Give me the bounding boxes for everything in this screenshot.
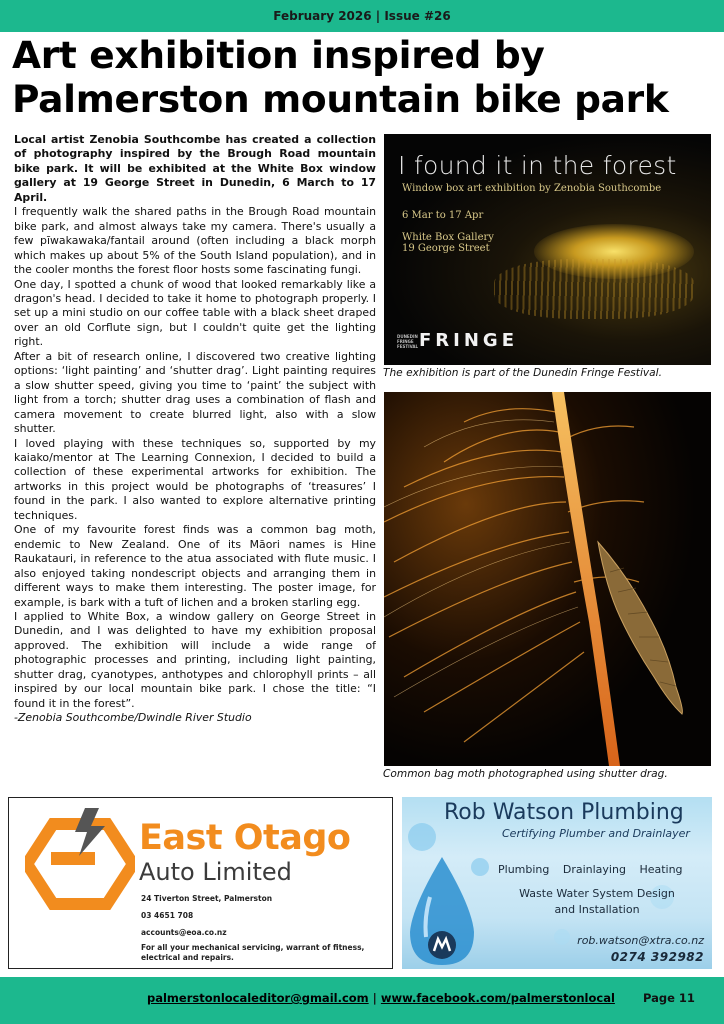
rob-watson-phone: 0274 392982 (610, 950, 704, 964)
article-signature: -Zenobia Southcombe/Dwindle River Studio (14, 711, 252, 725)
fringe-festival-small-logo (397, 334, 418, 349)
rob-watson-certification: Certifying Plumber and Drainlayer (502, 827, 690, 840)
rob-watson-email[interactable]: rob.watson@xtra.co.nz (577, 934, 704, 947)
east-otago-tagline: For all your mechanical servicing, warrant of fitness, electrical and repairs. (141, 943, 365, 962)
rob-watson-plumbing-ad[interactable] (402, 797, 712, 969)
fringe-small-line-2: FRINGE (397, 339, 414, 344)
fringe-small-line-3: FESTIVAL (397, 344, 419, 349)
top-banner (0, 0, 724, 32)
poster-venue-line-2: 19 George Street (402, 243, 490, 254)
poster-venue (402, 232, 494, 254)
article-paragraph: I applied to White Box, a window gallery on George Street in Dunedin, and I was delighted to have my exhibition proposal approved. The exhibition will include a wide range of photographic processes and printing, including light painting, shutter drag, cyanotypes, anthotypes and chlorophyll prints – all inspired by our local mountain bike park. I chose the title: “I found it in the forest”. (14, 609, 376, 710)
east-otago-logo-icon (25, 806, 135, 916)
bag-moth-photo (384, 392, 711, 766)
footer-bar (0, 977, 724, 1024)
article-body (14, 133, 376, 789)
poster-light-streak (494, 259, 694, 319)
headline-line-1: Art exhibition inspired by (12, 33, 545, 77)
poster-subtitle: Window box art exhibition by Zenobia Southcombe (402, 183, 662, 194)
bag-moth-illustration (384, 392, 711, 766)
east-otago-name: East Otago (139, 818, 351, 858)
poster-caption: The exhibition is part of the Dunedin Fringe Festival. (383, 367, 662, 379)
rob-watson-design-line: Waste Water System Design and Installation (519, 887, 675, 916)
east-otago-sub: Auto Limited (139, 858, 292, 886)
footer-facebook-link[interactable]: www.facebook.com/palmerstonlocal (380, 991, 615, 1005)
poster-title: I found it in the forest (398, 151, 677, 180)
east-otago-address: 24 Tiverton Street, Palmerston (141, 894, 273, 903)
article-paragraph: After a bit of research online, I discovered two creative lighting options: ‘light painting’ and ‘shutter drag’. Light painting requires a slow shutter speed, giving you time to ‘paint’ the subject with light from a torch; shutter drag uses a combination of flash and camera movement to create blurred light, also with a slow shutter. (14, 349, 376, 436)
footer-links (147, 991, 615, 1005)
footer-separator: | (372, 991, 377, 1005)
headline-line-2: Palmerston mountain bike park (12, 77, 669, 121)
page-number: Page 11 (643, 991, 695, 1005)
east-otago-auto-ad[interactable] (8, 797, 393, 969)
poster-dates: 6 Mar to 17 Apr (402, 210, 484, 221)
article-paragraph: One of my favourite forest finds was a common bag moth, endemic to New Zealand. One of its Māori names is Hine Raukatauri, in reference to the atua associated with flute music. I also enjoyed taking nondescript objects and arranging them in different ways to make them interesting. The poster image, for example, is bark with a tuft of lichen and a broken starling egg. (14, 523, 376, 609)
poster-venue-line-1: White Box Gallery (402, 232, 494, 243)
fringe-small-line-1: DUNEDIN (397, 334, 418, 339)
rob-watson-services: Plumbing Drainlaying Heating (498, 863, 683, 876)
moth-caption: Common bag moth photographed using shutter drag. (383, 768, 668, 780)
issue-line: February 2026 | Issue #26 (273, 9, 451, 23)
article-headline (12, 33, 717, 121)
article-lede: Local artist Zenobia Southcombe has created a collection of photography inspired by the Brough Road mountain bike park. It will be exhibited at the White Box window gallery at 19 George Street in Dunedin, 6 March to 17 April. (14, 133, 376, 204)
fringe-logo-word: FRINGE (419, 330, 518, 351)
rob-watson-name: Rob Watson Plumbing (444, 800, 684, 825)
east-otago-email: accounts@eoa.co.nz (141, 928, 227, 937)
article-paragraph: I loved playing with these techniques so, supported by my kaiako/mentor at The Learning Connexion, I decided to build a collection of these experimental artworks for exhibition. The artworks in this project would be photographs of ‘treasures’ I found in the park. I also wanted to explore alternative printing techniques. (14, 436, 376, 522)
exhibition-poster-image (384, 134, 711, 365)
east-otago-phone: 03 4651 708 (141, 911, 194, 920)
footer-email-link[interactable]: palmerstonlocaleditor@gmail.com (147, 991, 369, 1005)
article-paragraph: I frequently walk the shared paths in the Brough Road mountain bike park, and almost always take my camera. There's usually a few pīwakawaka/fantail around (often including a black morph which makes up about 5% of the South Island population), and in the cooler months the forest floor hosts some fascinating fungi. (14, 205, 376, 277)
article-paragraph: One day, I spotted a chunk of wood that looked remarkably like a dragon's head. I decided to take it home to photograph properly. I set up a mini studio on our coffee table with a black sheet draped over an old Corflute sign, but I couldn't quite get the lighting right. (14, 277, 376, 349)
